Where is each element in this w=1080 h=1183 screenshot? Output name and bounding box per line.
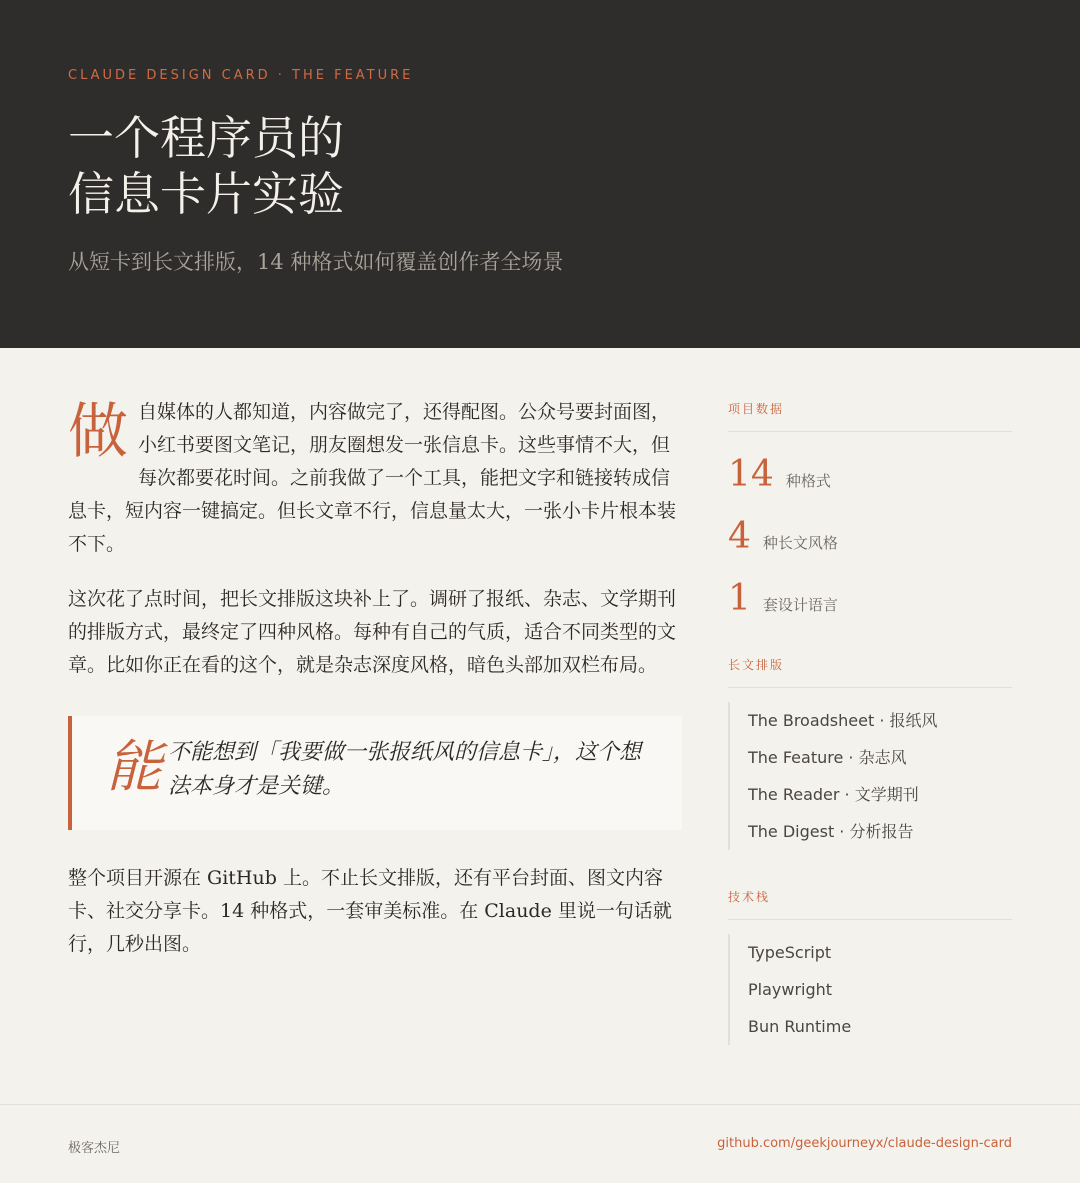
drop-cap: 做 [68, 397, 128, 467]
list-item: Playwright [748, 980, 833, 999]
eyebrow-label: CLAUDE DESIGN CARD · THE FEATURE [68, 68, 414, 83]
repo-link[interactable]: github.com/geekjourneyx/claude-design-card [717, 1136, 1012, 1151]
article-paragraph-1 [68, 396, 682, 561]
article-paragraph-2: 这次花了点时间，把长文排版这块补上了。调研了报纸、杂志、文学期刊的排版方式，最终定了四种风格。每种有自己的气质，适合不同类型的文章。比如你正在看的这个，就是杂志深度风格，暗色头部加双栏布局。 [68, 588, 677, 676]
stat-item [728, 518, 1012, 556]
paragraph-1-text: 自媒体的人都知道，内容做完了，还得配图。公众号要封面图，小红书要图文笔记，朋友圈想发一张信息卡。这些事情不大，但每次都要花时间。之前我做了一个工具，能把文字和链接转成信息卡，短内容一键搞定。但长文章不行，信息量太大，一张小卡片根本装不下。 [68, 401, 677, 555]
stats-heading: 项目数据 [728, 400, 1012, 432]
stat-number: 14 [728, 454, 774, 495]
footer [0, 1104, 1080, 1183]
list-item: The Reader · 文学期刊 [748, 785, 919, 804]
stat-label: 种长文风格 [762, 534, 838, 552]
list-item: The Digest · 分析报告 [748, 822, 914, 841]
stat-number: 1 [728, 578, 751, 619]
pull-quote [68, 716, 682, 830]
list-item: The Feature · 杂志风 [748, 748, 907, 767]
stat-item [728, 580, 1012, 618]
stat-number: 4 [728, 516, 751, 557]
list-item: Bun Runtime [748, 1017, 852, 1036]
list-item: TypeScript [748, 943, 832, 962]
layouts-list [728, 702, 1012, 850]
list-item: The Broadsheet · 报纸风 [748, 711, 938, 730]
stat-label: 套设计语言 [762, 596, 838, 614]
page-subtitle: 从短卡到长文排版，14 种格式如何覆盖创作者全场景 [68, 250, 564, 274]
quote-drop-cap: 能 [106, 735, 162, 800]
tech-list [728, 934, 1012, 1045]
header [0, 0, 1080, 348]
author-name: 极客杰尼 [68, 1141, 121, 1156]
quote-text: 不能想到「我要做一张报纸风的信息卡」，这个想法本身才是关键。 [168, 740, 642, 799]
title-line-1: 一个程序员的 [68, 111, 344, 165]
layouts-heading: 长文排版 [728, 656, 1012, 688]
article-body [68, 396, 682, 983]
title-line-2: 信息卡片实验 [68, 167, 344, 221]
article-paragraph-3: 整个项目开源在 GitHub 上。不止长文排版，还有平台封面、图文内容卡、社交分享卡。14 种格式，一套审美标准。在 Claude 里说一句话就行，几秒出图。 [68, 867, 672, 955]
page-title [68, 110, 344, 222]
stat-item [728, 456, 1012, 494]
stat-label: 种格式 [785, 472, 831, 490]
sidebar [728, 400, 1012, 1045]
tech-heading: 技术栈 [728, 888, 1012, 920]
